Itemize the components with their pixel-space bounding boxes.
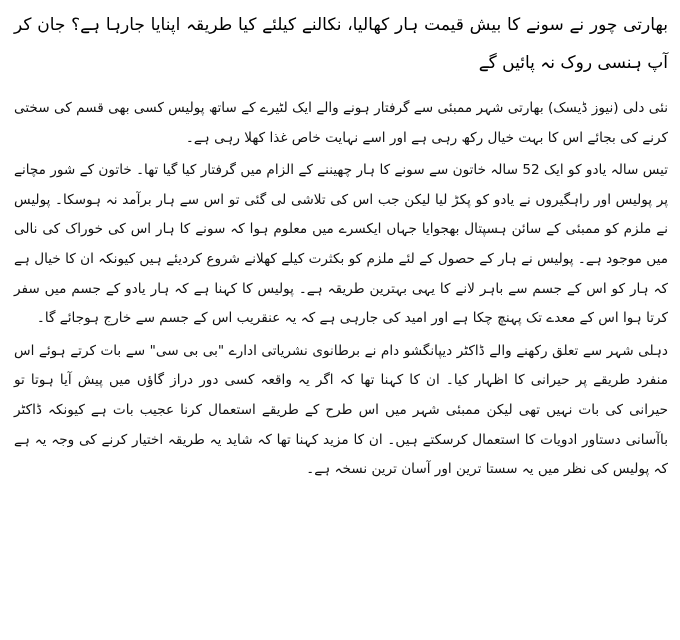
article-paragraph-doctor-quote: دہلی شہر سے تعلق رکھنے والے ڈاکٹر دیپانگشو دام نے برطانوی نشریاتی ادارے "بی بی سی" سے بات کرتے ہوئے اس منفرد طریقے پر حیرانی کا اظہار کیا۔ ان کا کہنا تھا کہ اگر یہ واقعہ کسی دور دراز گاﺅں میں پیش آیا ہوتا تو حیرانی کی بات نہیں تھی لیکن ممبئی شہر میں اس طرح کے طریقے استعمال کرنا عجیب بات ہے کیونکہ ڈاکٹر باآسانی دستاور ادویات کا استعمال کرسکتے ہیں۔ ان کا مزید کہنا تھا کہ شاید یہ طریقہ اختیار کرنے کی وجہ یہ ہے کہ پولیس کی نظر میں یہ سستا ترین اور آسان ترین نسخہ ہے۔ bbox=[14, 342, 668, 478]
article-headline: بھارتی چور نے سونے کا بیش قیمت ہار کھالیا، نکالنے کیلئے کیا طریقہ اپنایا جارہا ہے؟ جان کر آپ ہنسی روک نہ پائیں گے bbox=[14, 15, 668, 73]
article-paragraph-intro: نئی دلی (نیوز ڈیسک) بھارتی شہر ممبئی سے گرفتار ہونے والے ایک لٹیرے کے ساتھ پولیس کسی بھی قسم کی سختی کرنے کی بجائے اس کا بہت خیال رکھ رہی ہے اور اسے نہایت خاص غذا کھلا رہی ہے۔ bbox=[14, 100, 668, 146]
article-paragraph-incident: تیس سالہ یادو کو ایک 52 سالہ خاتون سے سونے کا ہار چھیننے کے الزام میں گرفتار کیا گیا تھا۔ خاتون کے شور مچانے پر پولیس اور راہگیروں نے یادو کو پکڑ لیا لیکن جب اس کی تلاشی لی گئی تو اس سے ہار برآمد نہ ہوسکا۔ پولیس نے ملزم کو ممبئی کے سائن ہسپتال بھجوایا جہاں ایکسرے میں معلوم ہوا کہ سونے کا ہار اس کی خوراک کی نالی میں موجود ہے۔ پولیس نے ہار کے حصول کے لئے ملزم کو بکثرت کیلے کھلانے شروع کردیئے ہیں کیونکہ ان کا خیال ہے کہ ہار کو اس کے جسم سے باہر لانے کا یہی بہترین طریقہ ہے۔ پولیس کا کہنا ہے کہ ہار یادو کے جسم میں سفر کرتا ہوا اس کے معدے تک پہنچ چکا ہے اور امید کی جارہی ہے کہ یہ عنقریب اس کے جسم سے خارج ہوجائے گا۔ bbox=[14, 162, 668, 327]
